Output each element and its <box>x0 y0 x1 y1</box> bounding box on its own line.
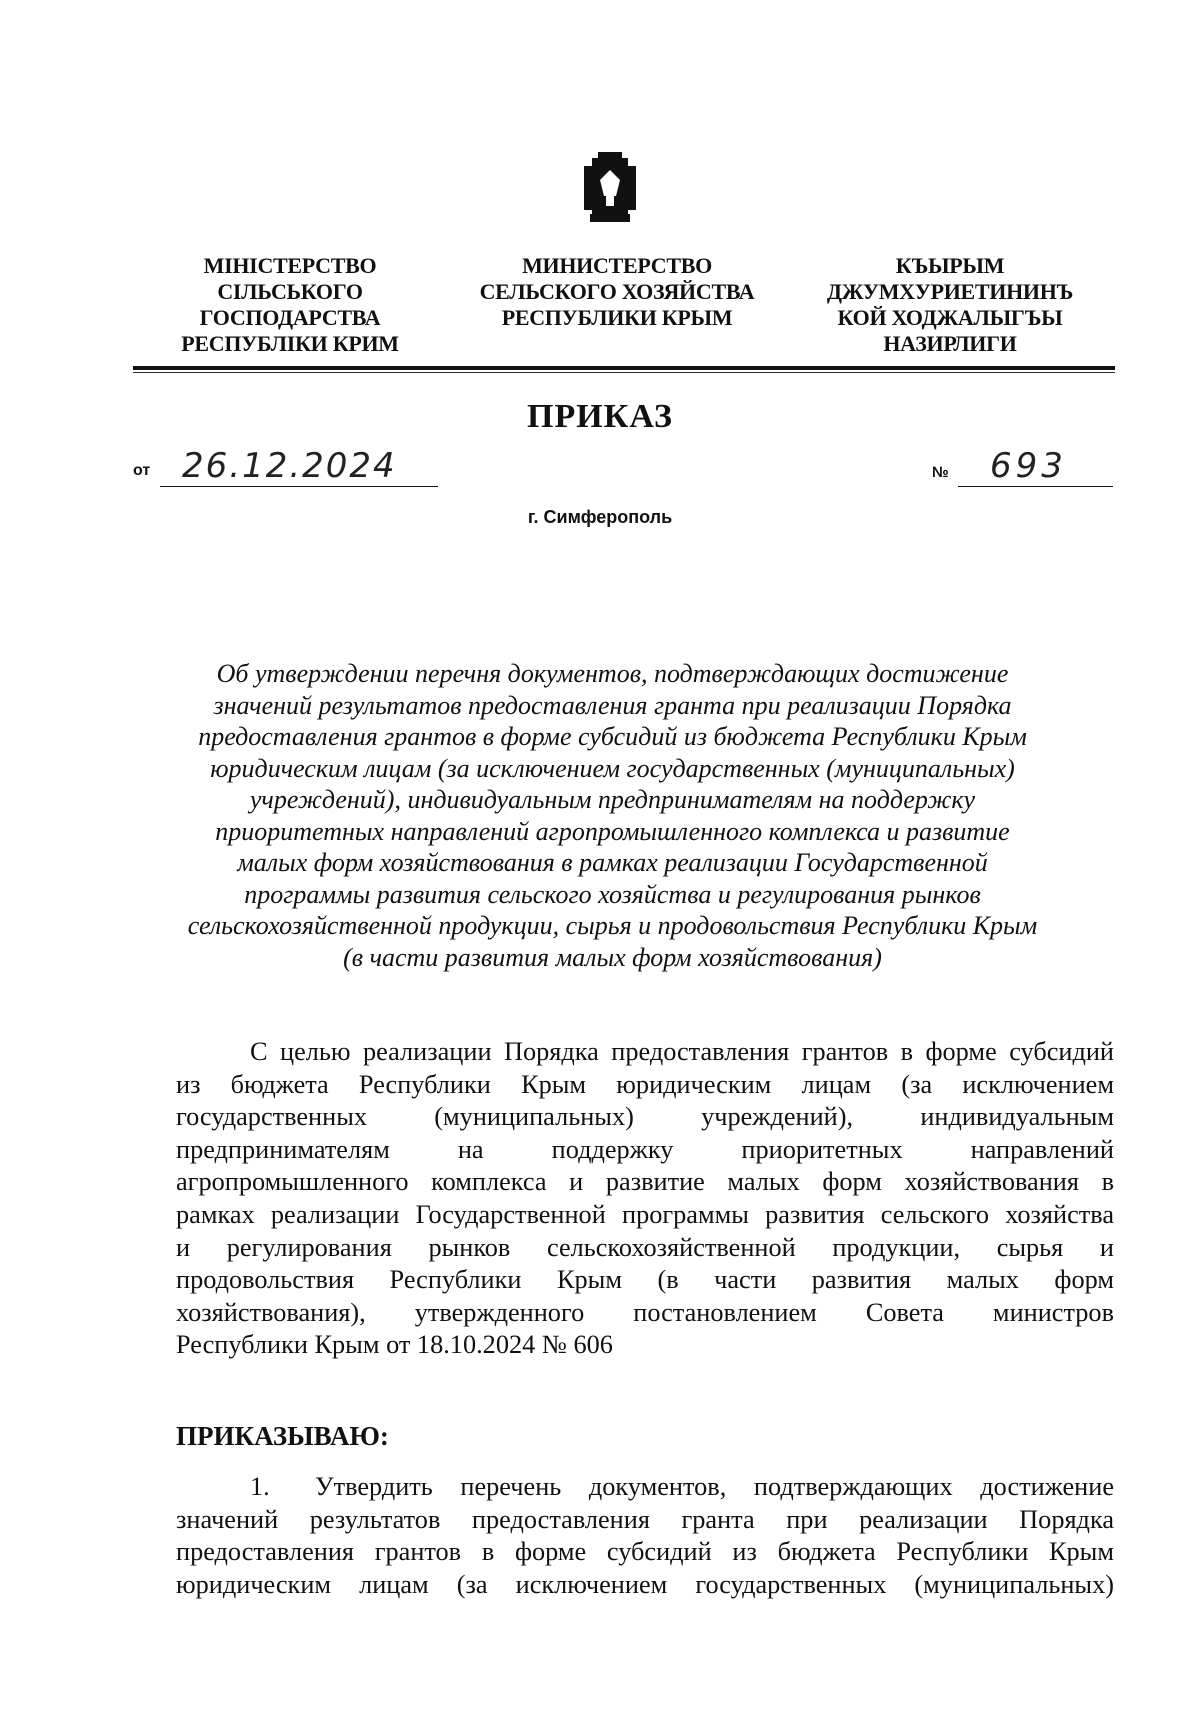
preamble-paragraph <box>176 1036 1114 1362</box>
preamble-line: предпринимателям на поддержку приоритетных направлений <box>176 1134 1114 1164</box>
item-line: юридическим лицам (за исключением государственных (муниципальных) <box>176 1569 1114 1599</box>
preamble-line: С целью реализации Порядка предоставления грантов в форме субсидий <box>250 1037 1114 1066</box>
title-line: программы развития сельского хозяйства и регулирования рынков <box>244 879 981 909</box>
crimea-coat-of-arms-icon <box>570 150 650 230</box>
item-line-text: Утвердить перечень документов, подтверждающих достижение <box>315 1472 1114 1501</box>
header-divider <box>133 366 1115 370</box>
preamble-line: Республики Крым от 18.10.2024 № 606 <box>176 1330 613 1360</box>
title-line: учреждений), индивидуальным предпринимателям на поддержку <box>249 785 976 814</box>
date-value: 26.12.2024 <box>182 446 397 486</box>
title-line: сельскохозяйственной продукции, сырья и продовольствия Республики Крым <box>187 911 1038 940</box>
order-word: ПРИКАЗЫВАЮ: <box>176 1421 389 1451</box>
item-number: 1. <box>250 1472 270 1501</box>
document-type: ПРИКАЗ <box>527 398 673 435</box>
number-underline <box>958 486 1113 487</box>
header-line: МИНИСТЕРСТВО <box>522 253 712 278</box>
header-ukrainian <box>155 253 425 357</box>
title-line: юридическим лицам (за исключением государственных (муниципальных) <box>210 753 1015 783</box>
title-line: приоритетных направлений агропромышленного комплекса и развитие <box>215 816 1010 846</box>
city: г. Симферополь <box>527 507 673 527</box>
preamble-line: хозяйствования), утвержденного постановлением Совета министров <box>176 1297 1114 1327</box>
number-prefix: № <box>932 464 949 481</box>
item-line: предоставления грантов в форме субсидий из бюджета Республики Крым <box>176 1537 1114 1567</box>
header-line: НАЗИРЛИГИ <box>883 331 1017 356</box>
header-line: РЕСПУБЛІКИ КРИМ <box>181 331 399 356</box>
header-crimean-tatar <box>800 253 1100 357</box>
coat-of-arms-emblem <box>570 150 650 230</box>
title-line: Об утверждении перечня документов, подтверждающих достижение <box>216 659 1009 688</box>
item-line: значений результатов предоставления гранта при реализации Порядка <box>176 1504 1114 1534</box>
preamble-line: рамках реализации Государственной программы развития сельского хозяйства <box>176 1199 1114 1229</box>
header-line: РЕСПУБЛИКИ КРЫМ <box>501 305 733 330</box>
order-item-1 <box>176 1471 1114 1601</box>
title-line: (в части развития малых форм хозяйствования) <box>343 942 882 972</box>
title-line: значений результатов предоставления гранта при реализации Порядка <box>213 690 1012 720</box>
header-line: КЪЫРЫМ <box>895 253 1005 278</box>
document-title <box>150 658 1075 973</box>
preamble-line: агропромышленного комплекса и развитие малых форм хозяйствования в <box>176 1167 1114 1197</box>
title-line: предоставления грантов в форме субсидий из бюджета Республики Крым <box>198 722 1027 751</box>
date-prefix: от <box>133 462 151 479</box>
header-line: ДЖУМХУРИЕТИНИНЪ <box>826 279 1074 304</box>
header-line: МІНІСТЕРСТВО <box>203 253 377 278</box>
header-line: СЕЛЬСКОГО ХОЗЯЙСТВА <box>479 279 755 304</box>
date-underline <box>160 486 438 487</box>
header-line: СІЛЬСЬКОГО <box>217 279 363 304</box>
preamble-line: продовольствия Республики Крым (в части развития малых форм <box>176 1265 1114 1295</box>
item-line <box>176 1471 1114 1504</box>
title-line: малых форм хозяйствования в рамках реализации Государственной <box>237 848 988 877</box>
preamble-line: и регулирования рынков сельскохозяйственной продукции, сырья и <box>176 1232 1114 1262</box>
number-value: 693 <box>990 446 1067 486</box>
header-divider-thin <box>133 372 1115 373</box>
preamble-line: из бюджета Республики Крым юридическим лицам (за исключением <box>176 1069 1114 1099</box>
preamble-line: государственных (муниципальных) учреждений), индивидуальным <box>176 1102 1114 1132</box>
header-russian <box>452 253 782 331</box>
header-line: ГОСПОДАРСТВА <box>199 305 381 330</box>
header-line: КОЙ ХОДЖАЛЫГЪЫ <box>837 305 1063 330</box>
